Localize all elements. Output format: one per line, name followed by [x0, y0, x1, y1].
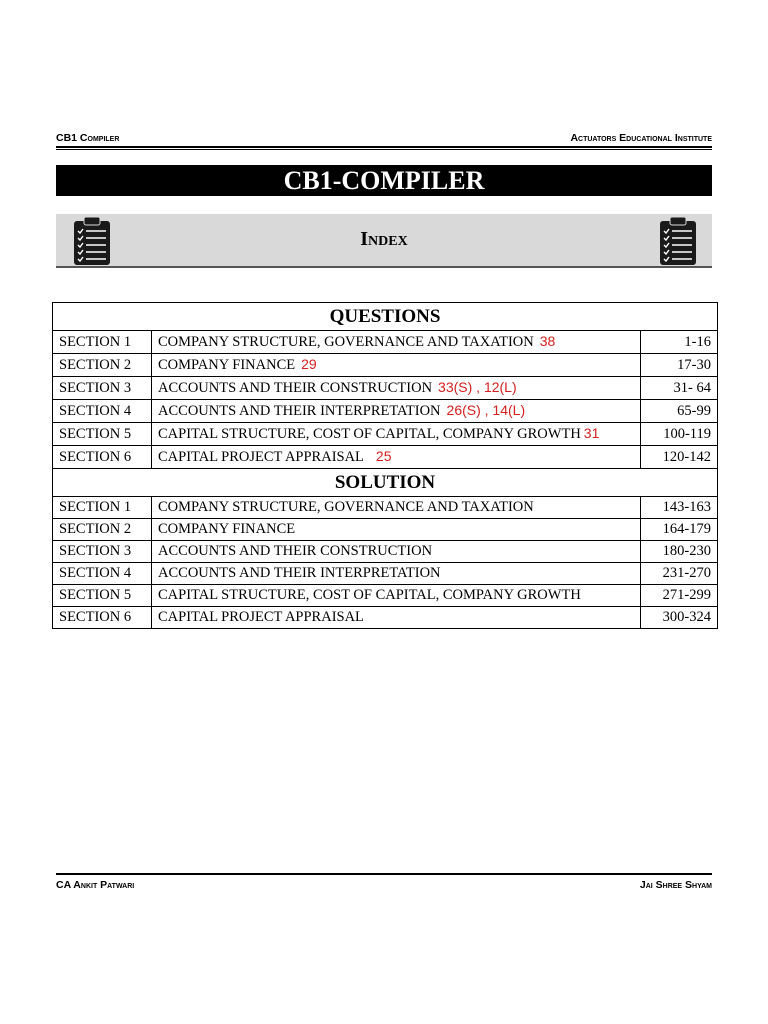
table-row	[53, 563, 718, 585]
index-table	[52, 302, 718, 629]
topic-text: CAPITAL STRUCTURE, COST OF CAPITAL, COMPANY GROWTH	[158, 426, 581, 442]
topic-cell: COMPANY STRUCTURE, GOVERNANCE AND TAXATION	[152, 497, 641, 519]
pages-cell: 143-163	[641, 497, 718, 519]
section-cell: SECTION 1	[53, 497, 152, 519]
section-cell: SECTION 4	[53, 563, 152, 585]
topic-cell: CAPITAL STRUCTURE, COST OF CAPITAL, COMPANY GROWTH	[152, 585, 641, 607]
question-count-note: 38	[539, 333, 556, 349]
topic-text: CAPITAL PROJECT APPRAISAL	[158, 449, 364, 465]
section-cell: SECTION 4	[53, 400, 152, 423]
topic-cell: CAPITAL PROJECT APPRAISAL	[152, 607, 641, 629]
questions-heading-row	[53, 303, 718, 331]
table-row	[53, 423, 718, 446]
pages-cell: 164-179	[641, 519, 718, 541]
pages-cell: 65-99	[641, 400, 718, 423]
section-cell: SECTION 3	[53, 541, 152, 563]
pages-cell: 100-119	[641, 423, 718, 446]
table-row	[53, 446, 718, 469]
topic-cell	[152, 331, 641, 354]
topic-text: COMPANY FINANCE	[158, 357, 296, 373]
footer-author: CA Ankit Patwari	[56, 879, 135, 891]
pages-cell: 300-324	[641, 607, 718, 629]
pages-cell: 271-299	[641, 585, 718, 607]
footer-right-text: Jai Shree Shyam	[639, 879, 712, 891]
document-title: CB1-COMPILER	[56, 165, 712, 196]
clipboard-checklist-icon	[656, 214, 700, 266]
solution-heading-row	[53, 469, 718, 497]
index-title: Index	[360, 228, 408, 250]
table-row	[53, 585, 718, 607]
table-row	[53, 497, 718, 519]
section-cell: SECTION 3	[53, 377, 152, 400]
page-header	[56, 132, 712, 146]
question-count-note: 29	[301, 356, 317, 372]
section-cell: SECTION 5	[53, 585, 152, 607]
pages-cell: 17-30	[641, 354, 718, 377]
topic-cell: COMPANY FINANCE	[152, 519, 641, 541]
topic-text: ACCOUNTS AND THEIR INTERPRETATION	[158, 403, 441, 419]
pages-cell: 1-16	[641, 331, 718, 354]
topic-cell: ACCOUNTS AND THEIR INTERPRETATION	[152, 563, 641, 585]
topic-cell: ACCOUNTS AND THEIR CONSTRUCTION	[152, 541, 641, 563]
pages-cell: 120-142	[641, 446, 718, 469]
question-count-note: 31	[583, 425, 600, 441]
questions-heading: QUESTIONS	[53, 303, 718, 331]
footer-rule	[56, 873, 712, 875]
header-right-text: Actuators Educational Institute	[570, 132, 712, 144]
section-cell: SECTION 5	[53, 423, 152, 446]
section-cell: SECTION 2	[53, 354, 152, 377]
topic-cell	[152, 423, 641, 446]
topic-cell	[152, 400, 641, 423]
page-footer	[56, 879, 712, 893]
pages-cell: 180-230	[641, 541, 718, 563]
table-row	[53, 607, 718, 629]
section-cell: SECTION 1	[53, 331, 152, 354]
section-cell: SECTION 2	[53, 519, 152, 541]
topic-cell	[152, 377, 641, 400]
pages-cell: 231-270	[641, 563, 718, 585]
section-cell: SECTION 6	[53, 607, 152, 629]
topic-text: ACCOUNTS AND THEIR CONSTRUCTION	[158, 380, 433, 396]
question-count-note: 26(S) , 14(L)	[446, 402, 526, 418]
question-count-note: 25	[375, 448, 392, 464]
index-banner	[56, 214, 712, 268]
table-row	[53, 354, 718, 377]
section-cell: SECTION 6	[53, 446, 152, 469]
topic-cell	[152, 446, 641, 469]
table-row	[53, 400, 718, 423]
table-row	[53, 541, 718, 563]
table-row	[53, 377, 718, 400]
header-rule	[56, 146, 712, 150]
table-row	[53, 519, 718, 541]
topic-cell	[152, 354, 641, 377]
topic-text: COMPANY STRUCTURE, GOVERNANCE AND TAXATION	[158, 334, 534, 350]
question-count-note: 33(S) , 12(L)	[438, 379, 517, 395]
table-row	[53, 331, 718, 354]
header-left-text: CB1 Compiler	[56, 132, 120, 144]
solution-heading: SOLUTION	[53, 469, 718, 497]
pages-cell: 31- 64	[641, 377, 718, 400]
